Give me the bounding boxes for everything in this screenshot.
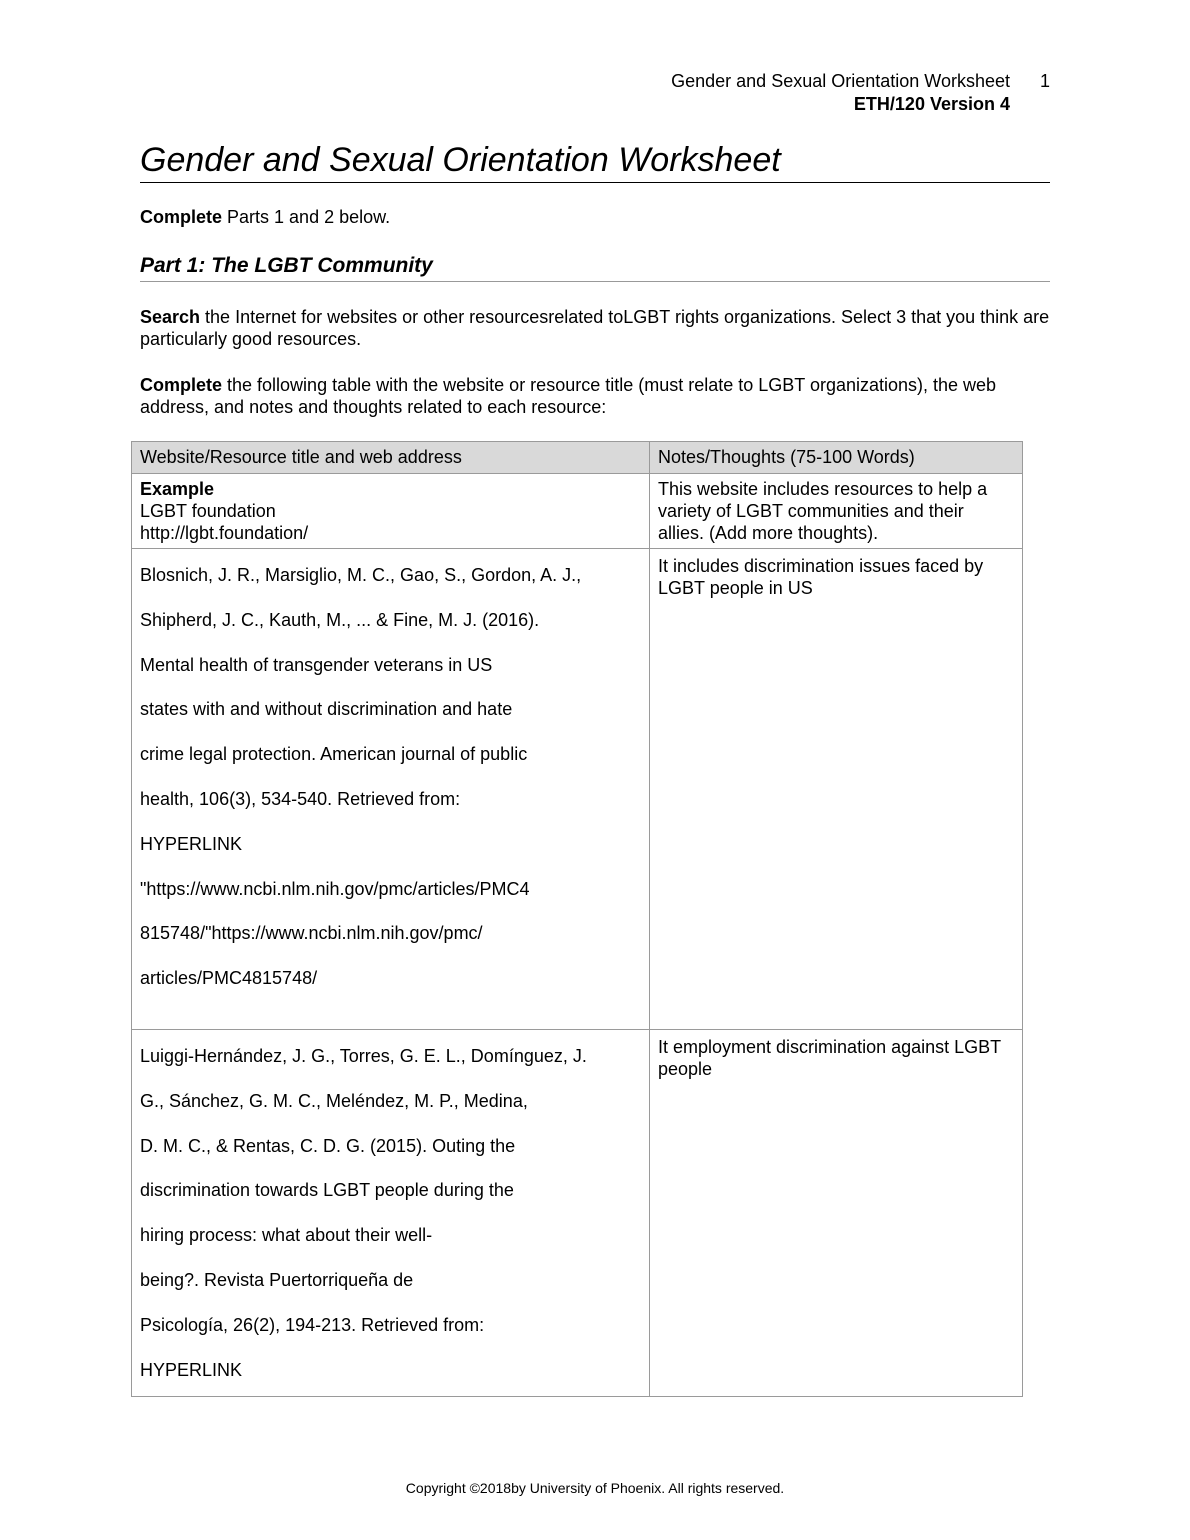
header-notes: Notes/Thoughts (75-100 Words) xyxy=(650,442,1023,474)
table-header-row xyxy=(132,442,1023,474)
reference-line: articles/PMC4815748/ xyxy=(140,968,318,989)
example-resource-cell xyxy=(132,474,650,549)
reference-line: being?. Revista Puertorriqueña de xyxy=(140,1269,414,1290)
page-header xyxy=(140,70,1050,116)
reference-line: G., Sánchez, G. M. C., Meléndez, M. P., Medina, xyxy=(140,1090,528,1111)
example-label: Example xyxy=(140,479,215,499)
example-url[interactable]: http://lgbt.foundation/ xyxy=(140,523,309,543)
intro-bold: Complete xyxy=(140,207,223,227)
reference-line: Shipherd, J. C., Kauth, M., ... & Fine, M. J. (2016). xyxy=(140,609,540,630)
example-title: LGBT foundation xyxy=(140,501,276,521)
running-title: Gender and Sexual Orientation Worksheet xyxy=(671,71,1010,91)
copyright-footer: Copyright ©2018by University of Phoenix. All rights reserved. xyxy=(405,1480,785,1496)
resource-notes-cell: It employment discrimination against LGBT people xyxy=(650,1030,1023,1397)
search-paragraph xyxy=(140,306,1050,350)
reference-line: hiring process: what about their well- xyxy=(140,1225,433,1246)
reference-line: Psicología, 26(2), 194-213. Retrieved from: xyxy=(140,1314,485,1335)
table-row xyxy=(132,1030,1023,1397)
reference-line: states with and without discrimination and hate xyxy=(140,699,513,720)
complete-bold: Complete xyxy=(140,375,223,395)
reference-line: HYPERLINK xyxy=(140,1359,243,1380)
intro-text: Parts 1 and 2 below. xyxy=(222,207,391,227)
resource-notes-cell: It includes discrimination issues faced by LGBT people in US xyxy=(650,549,1023,1030)
reference-line: discrimination towards LGBT people during the xyxy=(140,1180,514,1201)
page-number: 1 xyxy=(1039,71,1050,91)
part1-heading: Part 1: The LGBT Community xyxy=(140,253,1050,282)
reference-line: D. M. C., & Rentas, C. D. G. (2015). Outing the xyxy=(140,1135,516,1156)
complete-paragraph xyxy=(140,374,1050,418)
intro-paragraph xyxy=(140,206,1050,228)
table-row xyxy=(132,549,1023,1030)
search-bold: Search xyxy=(140,307,201,327)
complete-text: the following table with the website or resource title (must relate to LGBT organizations), the web address, and notes and thoughts related to each resource: xyxy=(140,375,997,417)
resource-reference-cell xyxy=(132,1030,650,1397)
search-text: the Internet for websites or other resourcesrelated toLGBT rights organizations. Select 3 that you think are particularly good resources. xyxy=(140,307,1050,349)
header-resource-title: Website/Resource title and web address xyxy=(132,442,650,474)
reference-line: 815748/"https://www.ncbi.nlm.nih.gov/pmc/ xyxy=(140,923,483,944)
resource-reference-cell xyxy=(132,549,650,1030)
course-code: ETH/120 Version 4 xyxy=(853,94,1010,114)
reference-line: crime legal protection. American journal of public xyxy=(140,744,528,765)
example-notes-cell: This website includes resources to help a variety of LGBT communities and their allies. (Add more thoughts). xyxy=(650,474,1023,549)
document-title: Gender and Sexual Orientation Worksheet xyxy=(140,140,1050,183)
resources-table xyxy=(131,441,1023,1397)
reference-line: "https://www.ncbi.nlm.nih.gov/pmc/articles/PMC4 xyxy=(140,878,530,899)
reference-line: Mental health of transgender veterans in US xyxy=(140,654,493,675)
header-line-1 xyxy=(140,70,1050,93)
example-row xyxy=(132,474,1023,549)
reference-line: Blosnich, J. R., Marsiglio, M. C., Gao, S., Gordon, A. J., xyxy=(140,565,582,585)
reference-line: health, 106(3), 534-540. Retrieved from: xyxy=(140,788,461,809)
reference-line: Luiggi-Hernández, J. G., Torres, G. E. L., Domínguez, J. xyxy=(140,1046,587,1066)
reference-line: HYPERLINK xyxy=(140,833,243,854)
